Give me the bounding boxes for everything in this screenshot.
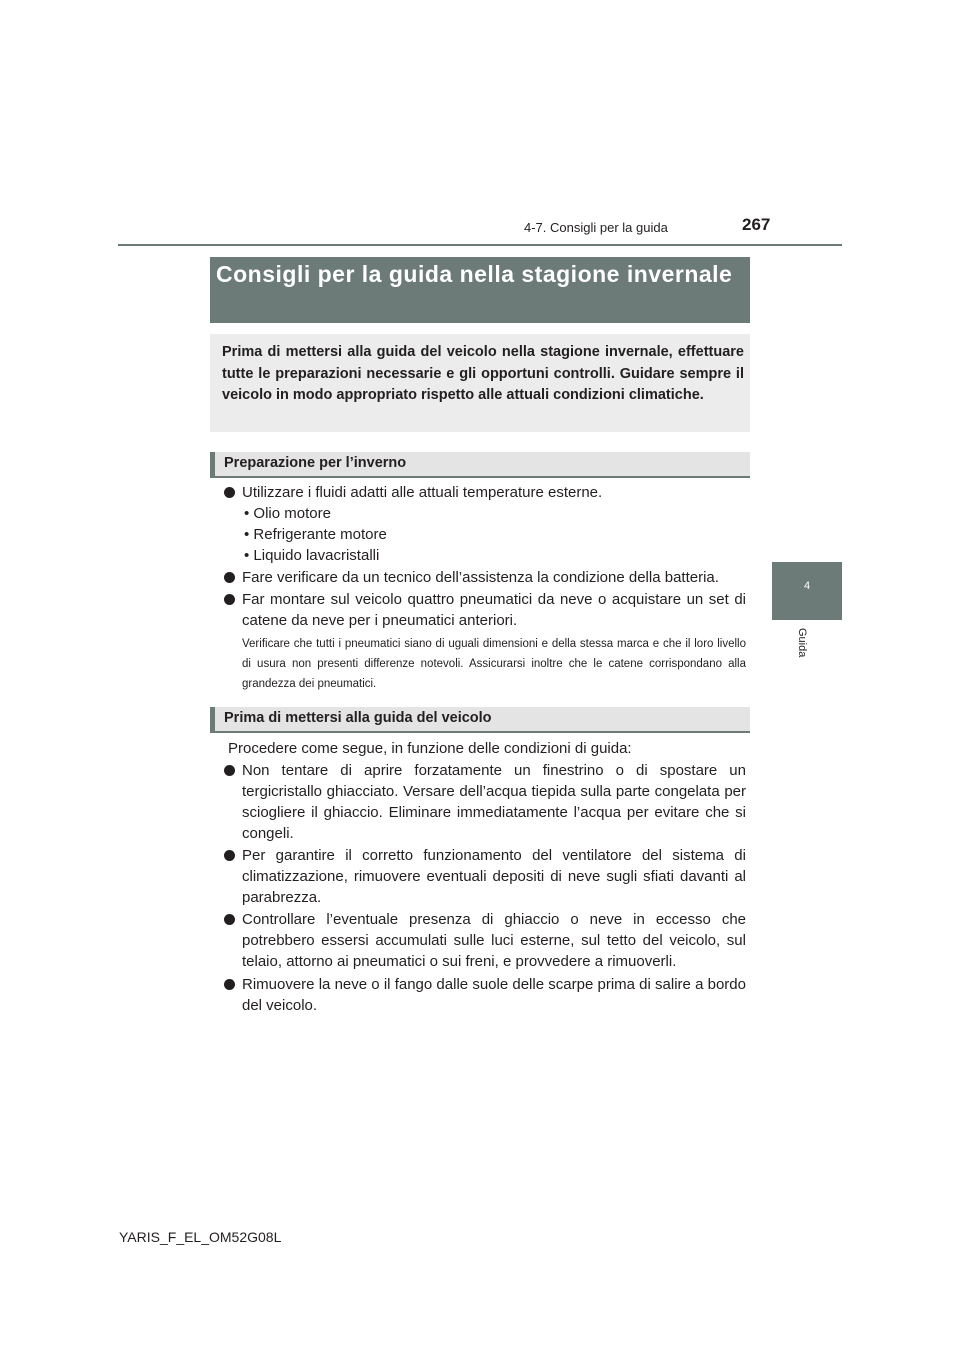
bullet-ice-check	[224, 909, 746, 972]
bullet-icon	[224, 979, 235, 990]
chapter-tab-number: 4	[803, 580, 811, 592]
bullet-icon	[224, 594, 235, 605]
bullet-icon	[224, 487, 235, 498]
bullet-text: Controllare l’eventuale presenza di ghiaccio o neve in eccesso che potrebbero essersi accumulati sulle luci esterne, sul tetto del veicolo, sul telaio, attorno ai pneumatici o sui freni, e provvedere a rimuoverli.	[242, 911, 746, 970]
section-heading: Preparazione per l’inverno	[224, 455, 407, 471]
bullet-text: Fare verificare da un tecnico dell’assistenza la condizione della batteria.	[242, 569, 719, 586]
bullet-ventilation	[224, 845, 746, 908]
bullet-text: Non tentare di aprire forzatamente un finestrino o di spostare un tergicristallo ghiacciato. Versare dell’acqua tiepida sulla parte congelata per sciogliere il ghiaccio. Eliminare immediatamente l’acqua per evitare che si congeli.	[242, 762, 746, 842]
footer-code: YARIS_F_EL_OM52G08L	[119, 1229, 282, 1245]
bullet-battery	[224, 567, 746, 588]
page-title: Consigli per la guida nella stagione invernale	[216, 261, 733, 287]
section-heading: Prima di mettersi alla guida del veicolo	[224, 710, 492, 726]
intro-text: Prima di mettersi alla guida del veicolo nella stagione invernale, effettuare tutte le preparazioni necessarie e gli opportuni controlli. Guidare sempre il veicolo in modo appropriato rispetto alle attuali condizioni climatiche.	[222, 344, 744, 403]
sub-item-oil: • Olio motore	[244, 505, 331, 522]
bullet-icon	[224, 572, 235, 583]
section-accent	[210, 707, 215, 731]
title-bar	[210, 257, 750, 323]
header-rule	[118, 244, 842, 246]
note-text: Verificare che tutti i pneumatici siano di uguali dimensioni e della stessa marca e che il loro livello di usura non presenti differenze notevoli. Assicurarsi inoltre che le catene corrispondano alla grandezza dei pneumatici.	[242, 638, 746, 690]
bullet-text: Per garantire il corretto funzionamento del ventilatore del sistema di climatizzazione, rimuovere eventuali depositi di neve sugli sfiati davanti al parabrezza.	[242, 847, 746, 906]
page-number: 267	[742, 215, 771, 234]
bullet-text: Utilizzare i fluidi adatti alle attuali temperature esterne.	[242, 484, 603, 501]
section-header-winter-prep	[210, 452, 750, 478]
bullet-icon	[224, 914, 235, 925]
intro-box	[210, 334, 750, 432]
sub-item-washer: • Liquido lavacristalli	[244, 547, 380, 564]
bullet-fluids	[224, 482, 746, 503]
bullet-text: Rimuovere la neve o il fango dalle suole delle scarpe prima di salire a bordo del veicolo.	[242, 976, 746, 1014]
chapter-tab-label: Guida	[796, 628, 808, 658]
bullet-frozen-window	[224, 760, 746, 844]
bullet-shoes	[224, 974, 746, 1016]
bullet-icon	[224, 850, 235, 861]
header-section: 4-7. Consigli per la guida	[524, 220, 668, 235]
section-intro: Procedere come segue, in funzione delle condizioni di guida:	[228, 740, 632, 757]
section-accent	[210, 452, 215, 476]
chapter-tab	[772, 562, 842, 620]
bullet-text: Far montare sul veicolo quattro pneumatici da neve o acquistare un set di catene da neve per i pneumatici anteriori.	[242, 591, 746, 629]
section-header-before-driving	[210, 707, 750, 733]
bullet-snow-tires	[224, 589, 746, 631]
sub-item-coolant: • Refrigerante motore	[244, 526, 387, 543]
bullet-icon	[224, 765, 235, 776]
